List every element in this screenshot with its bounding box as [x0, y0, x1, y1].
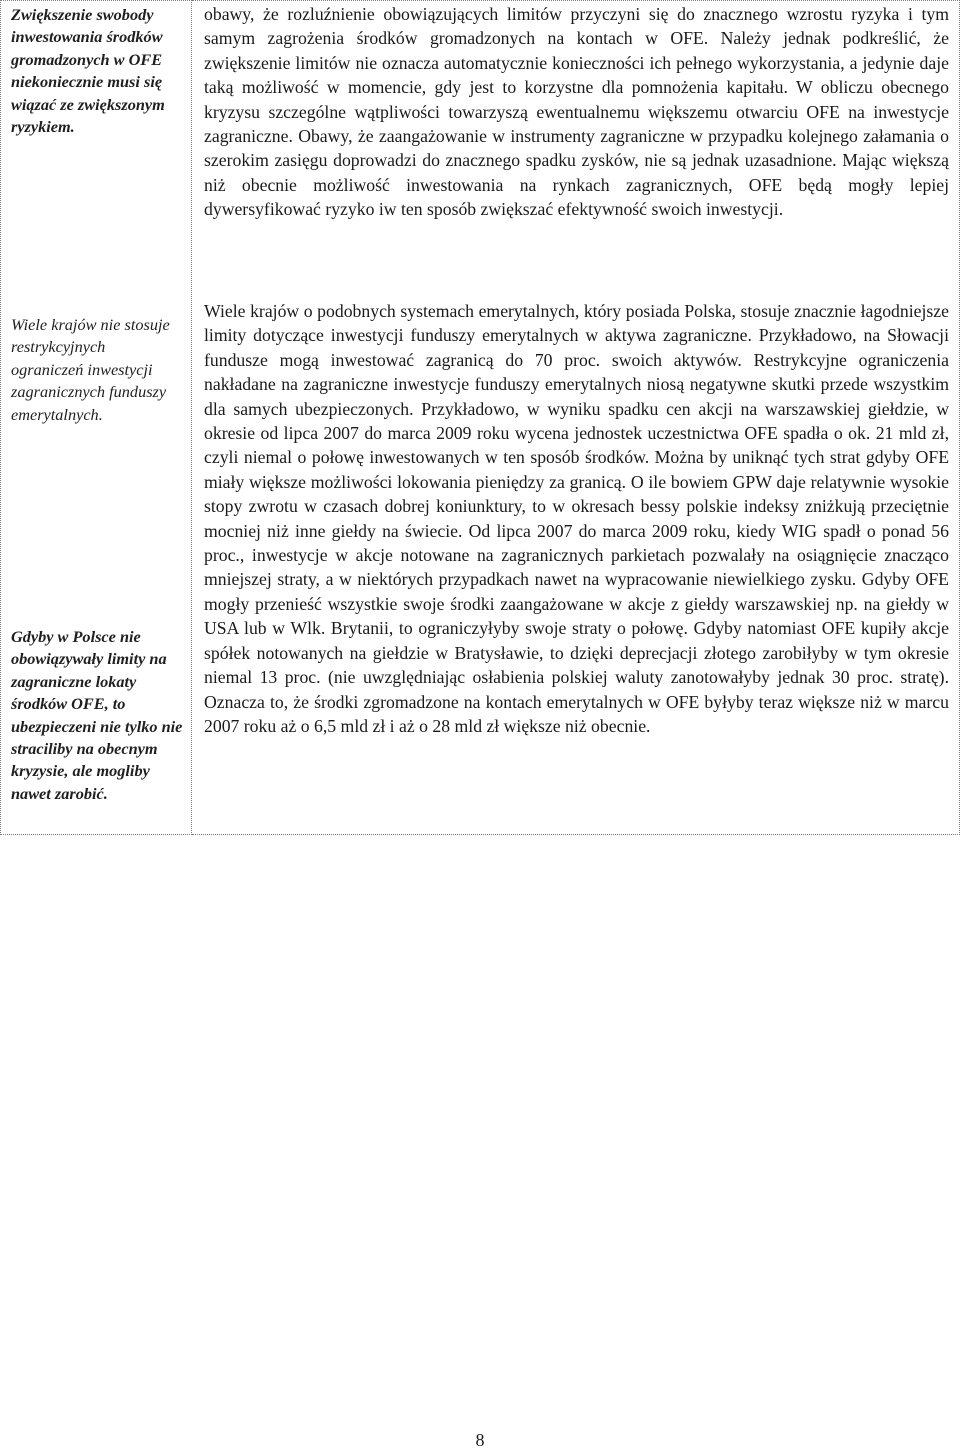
sidebar-notes	[0, 0, 192, 835]
page-number: 8	[475, 1430, 485, 1450]
body-paragraph-2: Wiele krajów o podobnych systemach emerytalnych, który posiada Polska, stosuje znacznie łagodniejsze limity dotyczące inwestycji funduszy emerytalnych w aktywa zagraniczne. Przykładowo, na Słowacji fundusze mogą inwestować zagranicą do 70 proc. swoich aktywów. Restrykcyjne ograniczenia nakładane na zagraniczne inwestycje funduszy emerytalnych niosą negatywne skutki przede wszystkim dla samych ubezpieczonych. Przykładowo, w wyniku spadku cen akcji na warszawskiej giełdzie, w okresie od lipca 2007 do marca 2009 roku wycena jednostek uczestnictwa OFE spadła o ok. 21 mld zł, czyli niemal o połowę inwestowanych w ten sposób środków. Można by uniknąć tych strat gdyby OFE miały większe możliwości lokowania pieniędzy za granicą. O ile bowiem GPW daje relatywnie wysokie stopy zwrotu w czasach dobrej koniunktury, to w okresach bessy polskie indeksy zniżkują przeciętnie mocniej niż inne giełdy na świecie. Od lipca 2007 do marca 2009 roku, kiedy WIG spadł o ponad 56 proc., inwestycje w akcje notowane na zagranicznych parkietach pozwalały na osiągnięcie znacząco mniejszej straty, a w niektórych przypadkach nawet na wypracowanie niewielkiego zysku. Gdyby OFE mogły przenieść wszystkie swoje środki zaangażowane w akcje z giełdy warszawskiej np. na giełdy w USA lub w Wlk. Brytanii, to ograniczyłyby swoje straty o połowę. Gdyby natomiast OFE kupiły akcje spółek notowanych na giełdzie w Bratysławie, to dzięki deprecjacji złotego zarobiłyby w tym okresie niemal 13 proc. (nie uwzględniając osłabienia polskiej waluty zanotowałyby jednak 30 proc. stratę). Oznacza to, że środki zgromadzone na kontach emerytalnych w OFE byłyby teraz większe niż w marcu 2007 roku aż o 6,5 mld zł i aż o 28 mld zł większe niż obecnie.	[204, 301, 949, 736]
sidebar-note-1: Zwiększenie swobody inwestowania środków gromadzonych w OFE niekoniecznie musi się wiązać ze zwiększonym ryzykiem.	[11, 5, 165, 137]
body-paragraph-1: obawy, że rozluźnienie obowiązujących limitów przyczyni się do znacznego wzrostu ryzyka i tym samym zagrożenia środków gromadzonych na kontach w OFE. Należy jednak podkreślić, że zwiększenie limitów nie oznacza automatycznie konieczności ich pełnego wykorzystania, a jedynie daje taką możliwość w momencie, gdy jest to korzystne dla pomnożenia kapitału. W obliczu obecnego kryzysu szczególne wątpliwości towarzyszą ewentualnemu większemu otwarciu OFE na inwestycje zagraniczne. Obawy, że zaangażowanie w instrumenty zagraniczne w przypadku kolejnego załamania o szerokim zasięgu doprowadzi do znacznego spadku zysków, nie są jednak uzasadnione. Mając większą niż obecnie możliwość inwestowania na rynkach zagranicznych, OFE będą mogły lepiej dywersyfikować ryzyko iw ten sposób zwiększać efektywność swoich inwestycji.	[204, 4, 949, 220]
main-text	[192, 0, 960, 835]
sidebar-note-3: Gdyby w Polsce nie obowiązywały limity na zagraniczne lokaty środków OFE, to ubezpieczeni nie tylko nie straciliby na obecnym kryzysie, ale mogliby nawet zarobić.	[11, 627, 183, 803]
sidebar-note-2: Wiele krajów nie stosuje restrykcyjnych ograniczeń inwestycji zagranicznych funduszy emerytalnych.	[11, 315, 170, 424]
